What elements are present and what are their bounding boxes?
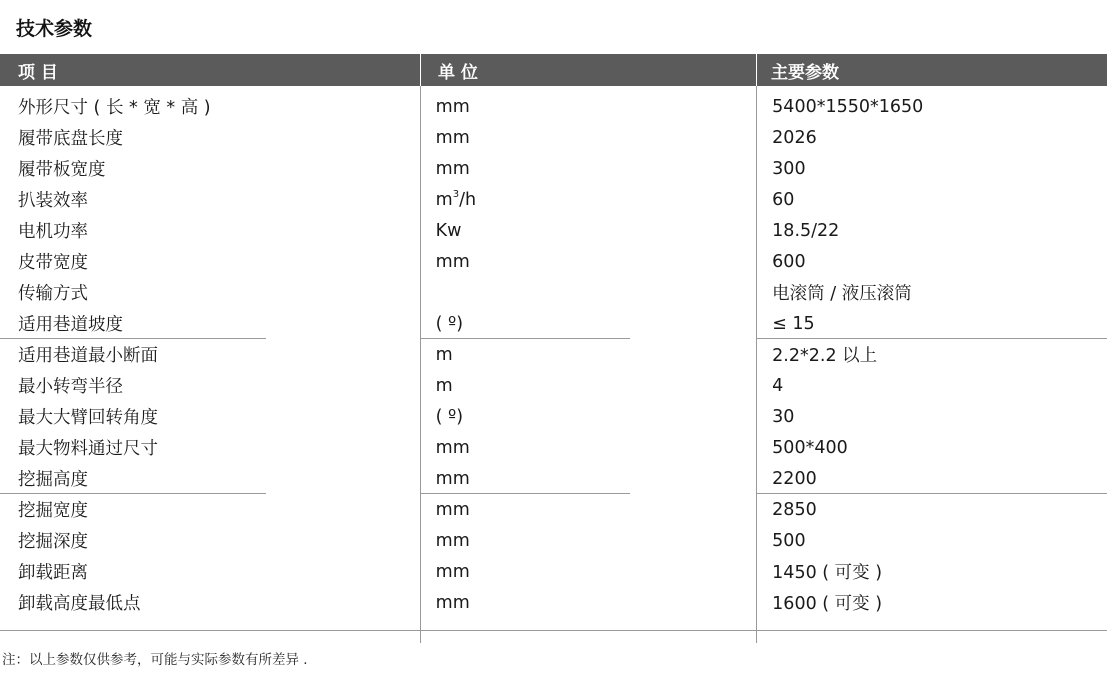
row-item: 卸载距离: [18, 563, 88, 583]
table-row: [0, 122, 1107, 153]
unit-base: m: [435, 189, 453, 210]
row-item: 履带底盘长度: [18, 129, 123, 149]
row-unit: mm: [435, 530, 470, 551]
row-item: 电机功率: [18, 222, 88, 242]
footnote: 注：以上参数仅供参考，可能与实际参数有所差异 .: [2, 652, 308, 668]
table-row: [0, 91, 1107, 122]
row-value: ≤ 15: [772, 313, 815, 334]
row-value: 30: [772, 406, 795, 427]
table-row: [0, 587, 1107, 618]
row-unit: m: [435, 375, 453, 396]
unit-superscript: 3: [452, 188, 460, 200]
row-item: 最大大臂回转角度: [18, 408, 158, 428]
table-row: [0, 184, 1107, 215]
row-value: 4: [772, 375, 784, 396]
header-value: 主要参数: [756, 54, 1107, 86]
header-unit: 单 位: [420, 54, 756, 86]
table-header: [0, 54, 1107, 86]
group-divider: [0, 493, 266, 494]
row-value: 2.2*2.2 以上: [772, 346, 878, 366]
page-title: 技术参数: [16, 18, 93, 40]
row-unit: mm: [435, 96, 470, 117]
row-unit: mm: [435, 437, 470, 458]
header-item: 项 目: [18, 62, 58, 83]
row-item: 最小转弯半径: [18, 377, 123, 397]
row-value: 600: [772, 251, 806, 272]
table-row: [0, 308, 1107, 339]
row-item: 适用巷道坡度: [18, 315, 123, 335]
spec-table: [0, 54, 1107, 618]
row-value: 18.5/22: [772, 220, 840, 241]
row-value: 1600 ( 可变 ): [772, 594, 883, 614]
row-unit: mm: [435, 592, 470, 613]
row-unit: ( º): [435, 406, 464, 427]
row-item: 最大物料通过尺寸: [18, 439, 158, 459]
table-row: [0, 401, 1107, 432]
table-row: [0, 432, 1107, 463]
row-unit: m: [435, 344, 453, 365]
table-body: [0, 86, 1107, 618]
row-unit: mm: [435, 127, 470, 148]
group-divider: [420, 493, 630, 494]
row-unit: mm: [435, 561, 470, 582]
row-item: 履带板宽度: [18, 160, 106, 180]
row-item: 挖掘深度: [18, 532, 88, 552]
table-row: [0, 556, 1107, 587]
row-unit: mm: [435, 158, 470, 179]
row-value: 60: [772, 189, 795, 210]
table-bottom-border: [0, 630, 1107, 631]
table-row: [0, 215, 1107, 246]
table-row: [0, 525, 1107, 556]
group-divider: [420, 338, 630, 339]
row-item: 扒装效率: [18, 191, 88, 211]
row-item: 适用巷道最小断面: [18, 346, 158, 366]
table-row: [0, 339, 1107, 370]
row-unit: mm: [435, 499, 470, 520]
row-value: 500: [772, 530, 806, 551]
row-value: 2026: [772, 127, 817, 148]
row-item: 外形尺寸 ( 长 * 宽 * 高 ): [18, 98, 211, 118]
row-unit: Kw: [435, 220, 462, 241]
row-item: 皮带宽度: [18, 253, 88, 273]
row-value: 300: [772, 158, 806, 179]
group-divider: [756, 493, 1107, 494]
table-row: [0, 153, 1107, 184]
group-divider: [756, 338, 1107, 339]
column-divider: [420, 86, 421, 643]
row-item: 挖掘高度: [18, 470, 88, 490]
row-value: 1450 ( 可变 ): [772, 563, 883, 583]
row-unit: [419, 190, 757, 210]
row-item: 挖掘宽度: [18, 501, 88, 521]
row-value: 2200: [772, 468, 817, 489]
table-row: [0, 370, 1107, 401]
row-value: 电滚筒 / 液压滚筒: [772, 284, 912, 304]
table-row: [0, 246, 1107, 277]
column-divider: [756, 86, 757, 643]
row-item: 卸载高度最低点: [18, 594, 141, 614]
row-value: 500*400: [772, 437, 848, 458]
row-unit: mm: [435, 468, 470, 489]
row-unit: ( º): [435, 313, 464, 334]
row-value: 2850: [772, 499, 817, 520]
table-row: [0, 277, 1107, 308]
row-unit: mm: [435, 251, 470, 272]
table-row: [0, 463, 1107, 494]
row-item: 传输方式: [18, 284, 88, 304]
table-row: [0, 494, 1107, 525]
unit-tail: /h: [459, 189, 477, 210]
group-divider: [0, 338, 266, 339]
row-value: 5400*1550*1650: [772, 96, 924, 117]
